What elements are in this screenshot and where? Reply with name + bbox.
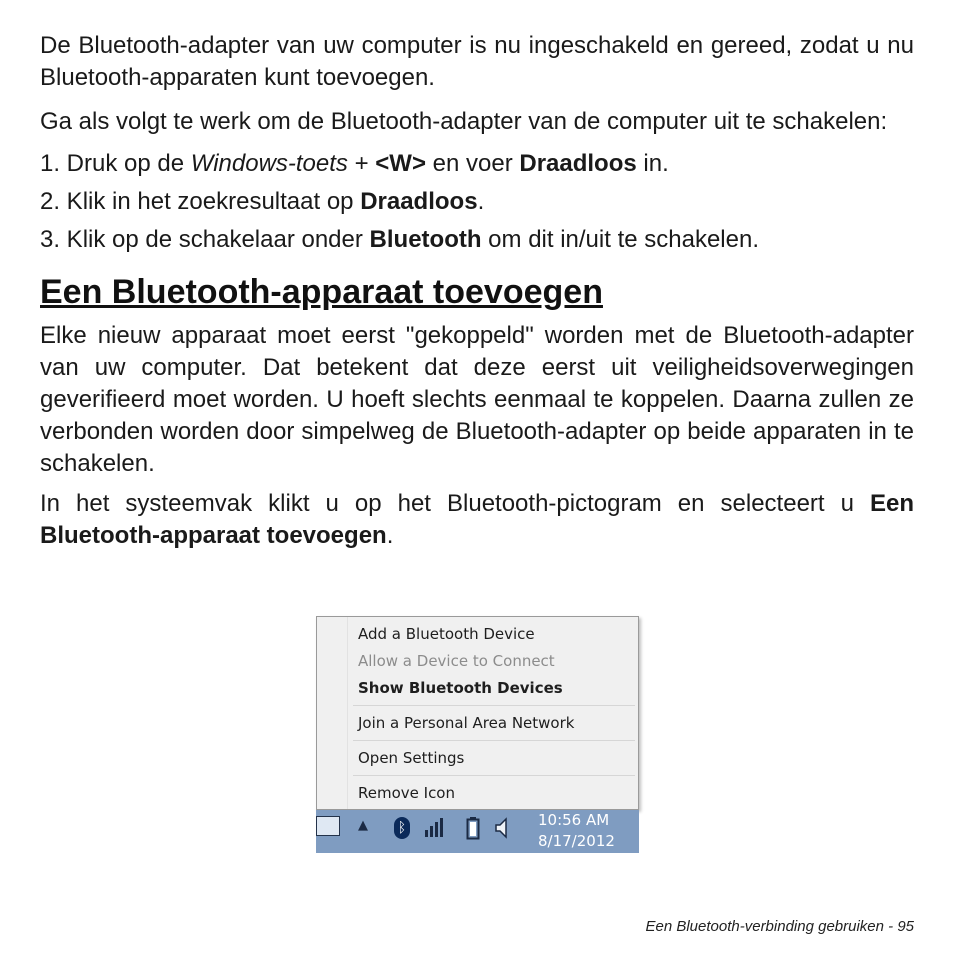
taskbar bbox=[316, 810, 639, 853]
menu-item-join-pan[interactable]: Join a Personal Area Network bbox=[358, 714, 575, 732]
step-2-bold: Draadloos bbox=[360, 188, 478, 215]
page-content bbox=[40, 30, 914, 552]
step-3-bold: Bluetooth bbox=[369, 226, 482, 253]
step-1-mid: + bbox=[347, 150, 376, 177]
clock-date: 8/17/2012 bbox=[538, 832, 615, 850]
step-3 bbox=[40, 224, 914, 256]
speaker-icon[interactable] bbox=[494, 816, 510, 845]
step-1-suffix: in. bbox=[636, 150, 669, 177]
step-2-suffix: . bbox=[477, 188, 485, 215]
menu-separator bbox=[353, 740, 635, 741]
menu-item-allow-device[interactable]: Allow a Device to Connect bbox=[358, 652, 555, 670]
battery-icon-svg bbox=[466, 816, 480, 840]
step-1-mid2: en voer bbox=[425, 150, 520, 177]
systray-bold: Een Bluetooth-apparaat toevoegen bbox=[40, 490, 914, 549]
battery-icon[interactable] bbox=[466, 816, 480, 845]
chevron-up-icon[interactable]: ▲ bbox=[358, 818, 368, 833]
step-1 bbox=[40, 148, 914, 180]
clock-time: 10:56 AM bbox=[538, 811, 610, 829]
section-heading: Een Bluetooth-apparaat toevoegen bbox=[40, 273, 603, 311]
page-footer: Een Bluetooth-verbinding gebruiken - 95 bbox=[645, 918, 914, 935]
menu-icon-column bbox=[317, 617, 348, 809]
paragraph-systray bbox=[40, 488, 914, 552]
paragraph-pairing: Elke nieuw apparaat moet eerst "gekoppeld" worden met de Bluetooth-adapter van uw computer. Dat betekent dat deze eerst uit veiligheidsoverwegingen geverifieerd moet worden. U hoeft slechts eenmaal te koppelen. Daarna zullen ze verbonden worden door simpelweg de Bluetooth-adapter op beide apparaten in te schakelen. bbox=[40, 322, 914, 477]
clock[interactable] bbox=[538, 810, 615, 852]
signal-icon[interactable] bbox=[424, 816, 446, 843]
step-1-italic: Windows-toets bbox=[190, 150, 348, 177]
step-1-bold: Draadloos bbox=[519, 150, 637, 177]
bluetooth-icon[interactable]: ᛒ bbox=[394, 817, 410, 839]
menu-item-add-device[interactable]: Add a Bluetooth Device bbox=[358, 625, 535, 643]
paragraph-instructions: Ga als volgt te werk om de Bluetooth-adapter van de computer uit te schakelen: bbox=[40, 108, 888, 135]
signal-icon-svg bbox=[424, 816, 446, 838]
step-1-prefix: 1. Druk op de bbox=[40, 150, 191, 177]
menu-item-show-devices[interactable]: Show Bluetooth Devices bbox=[358, 679, 563, 697]
step-3-prefix: 3. Klik op de schakelaar onder bbox=[40, 226, 370, 253]
step-3-suffix: om dit in/uit te schakelen. bbox=[481, 226, 759, 253]
menu-separator bbox=[353, 775, 635, 776]
bluetooth-context-menu bbox=[316, 616, 639, 810]
step-1-key: <W> bbox=[375, 150, 426, 177]
systray-prefix: In het systeemvak klikt u op het Bluetooth-pictogram en selecteert u bbox=[40, 490, 870, 517]
step-2 bbox=[40, 186, 914, 218]
context-menu-screenshot bbox=[316, 616, 639, 853]
keyboard-icon[interactable] bbox=[316, 816, 340, 836]
menu-separator bbox=[353, 705, 635, 706]
menu-item-remove-icon[interactable]: Remove Icon bbox=[358, 784, 455, 802]
speaker-icon-svg bbox=[494, 816, 510, 840]
menu-item-open-settings[interactable]: Open Settings bbox=[358, 749, 465, 767]
systray-suffix: . bbox=[386, 522, 394, 549]
paragraph-intro: De Bluetooth-adapter van uw computer is nu ingeschakeld en gereed, zodat u nu Bluetooth-apparaten kunt toevoegen. bbox=[40, 32, 914, 91]
step-2-prefix: 2. Klik in het zoekresultaat op bbox=[40, 188, 361, 215]
